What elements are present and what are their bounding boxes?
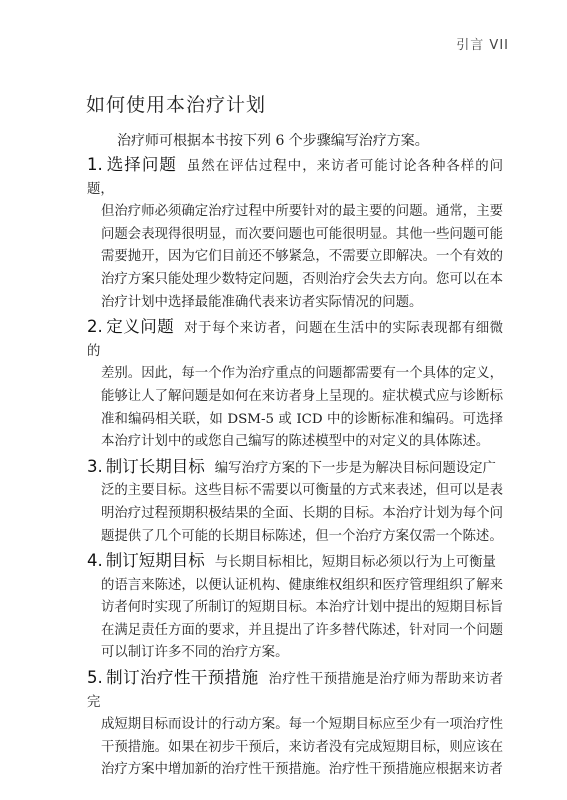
step-number: 1.: [87, 155, 103, 174]
step-text-first: 虽然在评估过程中，来访者可能讨论各种各样的问题，: [87, 159, 504, 197]
step-text-first: 编写治疗方案的下一步是为解决目标问题设定广: [214, 460, 496, 476]
step-2: [87, 316, 503, 454]
step-text-first: 与长期目标相比，短期目标必须以行为上可衡量: [214, 555, 496, 571]
step-1: [87, 154, 503, 314]
steps-list: [87, 154, 503, 784]
step-title: 制订长期目标: [105, 456, 205, 476]
step-title: 定义问题: [105, 317, 175, 337]
step-number: 2.: [87, 317, 103, 337]
running-header: 引言 VII: [456, 38, 509, 53]
section-title: 如何使用本治疗计划: [86, 94, 267, 116]
intro-paragraph: 治疗师可根据本书按下列 6 个步骤编写治疗方案。: [117, 133, 429, 149]
step-text: 成短期目标而设计的行动方案。每一个短期目标应至少有一项治疗性干预措施。如果在初步干预后，来访者没有完成短期目标，则应该在治疗方案中增加新的治疗性干预措施。治疗性干预措施应根据来访者: [101, 717, 503, 778]
step-title: 选择问题: [105, 155, 177, 174]
step-text: 但治疗师必须确定治疗过程中所要针对的最主要的问题。通常，主要问题会表现得很明显，而次要问题也可能很明显。其他一些问题可能需要抛开，因为它们目前还不够紧急，不需要立即解决。一个有效的治疗方案只能处理少数特定问题，否则治疗会失去方向。您可以在本治疗计划中选择最能准确代表来访者实际情况的问题。: [101, 204, 503, 310]
step-number: 5.: [87, 668, 103, 688]
step-title: 制订治疗性干预措施: [105, 668, 259, 688]
step-text: 泛的主要目标。这些目标不需要以可衡量的方式来表述，但可以是表明治疗过程预期积极结果的全面、长期的目标。本治疗计划为每个问题提供了几个可能的长期目标陈述，但一个治疗方案仅需一个陈述。: [101, 483, 503, 544]
step-title: 制订短期目标: [105, 551, 205, 571]
step-text-first: 治疗性干预措施是治疗师为帮助来访者完: [87, 672, 504, 710]
step-4: [87, 550, 503, 665]
step-text-first: 对于每个来访者，问题在生活中的实际表现都有细微的: [87, 321, 504, 359]
step-number: 4.: [87, 551, 103, 571]
step-number: 3.: [87, 456, 103, 476]
step-3: [87, 456, 503, 548]
step-text: 差别。因此，每一个作为治疗重点的问题都需要有一个具体的定义，能够让人了解问题是如何在来访者身上呈现的。症状模式应与诊断标准和编码相关联，如 DSM-5 或 ICD 中的诊断标准和编码。可选择本治疗计划中的或您自己编写的陈述模型中的对定义的具体陈述。: [101, 366, 503, 450]
step-5: [87, 667, 503, 782]
step-text: 的语言来陈述，以便认证机构、健康维权组织和医疗管理组织了解来访者何时实现了所制订的短期目标。本治疗计划中提出的短期目标旨在满足责任方面的要求，并且提出了许多替代陈述，针对同一个问题可以制订许多不同的治疗方案。: [101, 577, 503, 661]
